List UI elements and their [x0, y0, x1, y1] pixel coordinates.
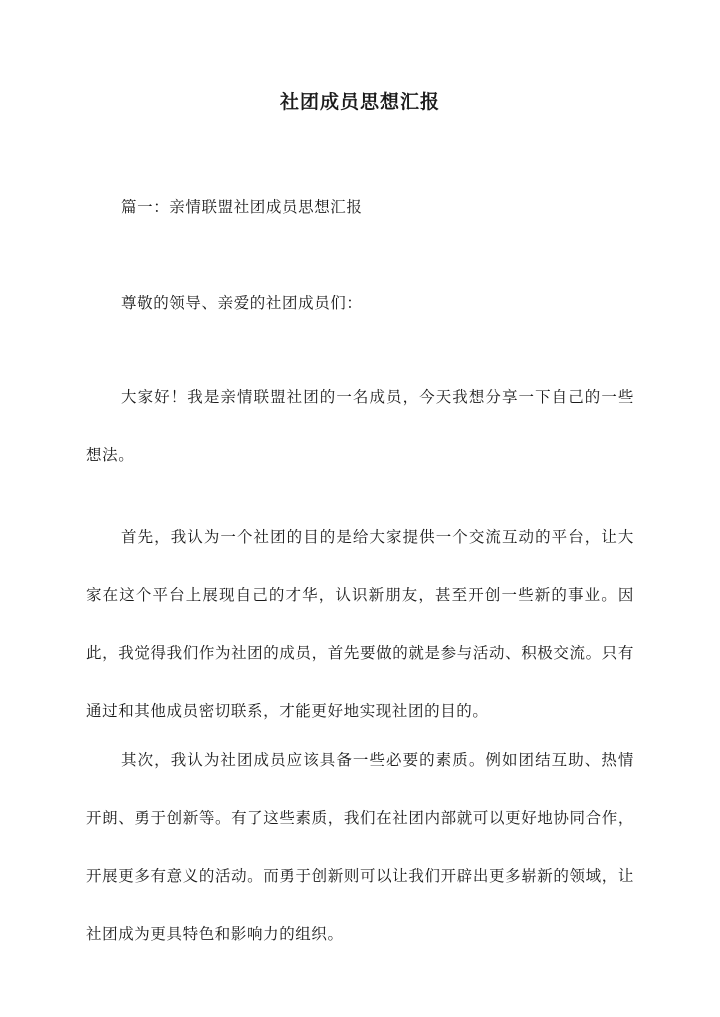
paragraph-second: 其次，我认为社团成员应该具备一些必要的素质。例如团结互助、热情开朗、勇于创新等。有了这些素质，我们在社团内部就可以更好地协同合作，开展更多有意义的活动。而勇于创新则可以让我们开辟出更多崭新的领域，让社团成为更具特色和影响力的组织。 — [86, 751, 634, 943]
document-title: 社团成员思想汇报 — [279, 91, 440, 113]
greeting-line: 尊敬的领导、亲爱的社团成员们： — [121, 294, 363, 312]
paragraph-intro: 大家好！我是亲情联盟社团的一名成员，今天我想分享一下自己的一些想法。 — [86, 388, 634, 464]
paragraph-first: 首先，我认为一个社团的目的是给大家提供一个交流互动的平台，让大家在这个平台上展现自己的才华，认识新朋友，甚至开创一些新的事业。因此，我觉得我们作为社团的成员，首先要做的就是参与活动、积极交流。只有通过和其他成员密切联系，才能更好地实现社团的目的。 — [86, 528, 634, 720]
document-subtitle: 篇一：亲情联盟社团成员思想汇报 — [121, 198, 363, 216]
